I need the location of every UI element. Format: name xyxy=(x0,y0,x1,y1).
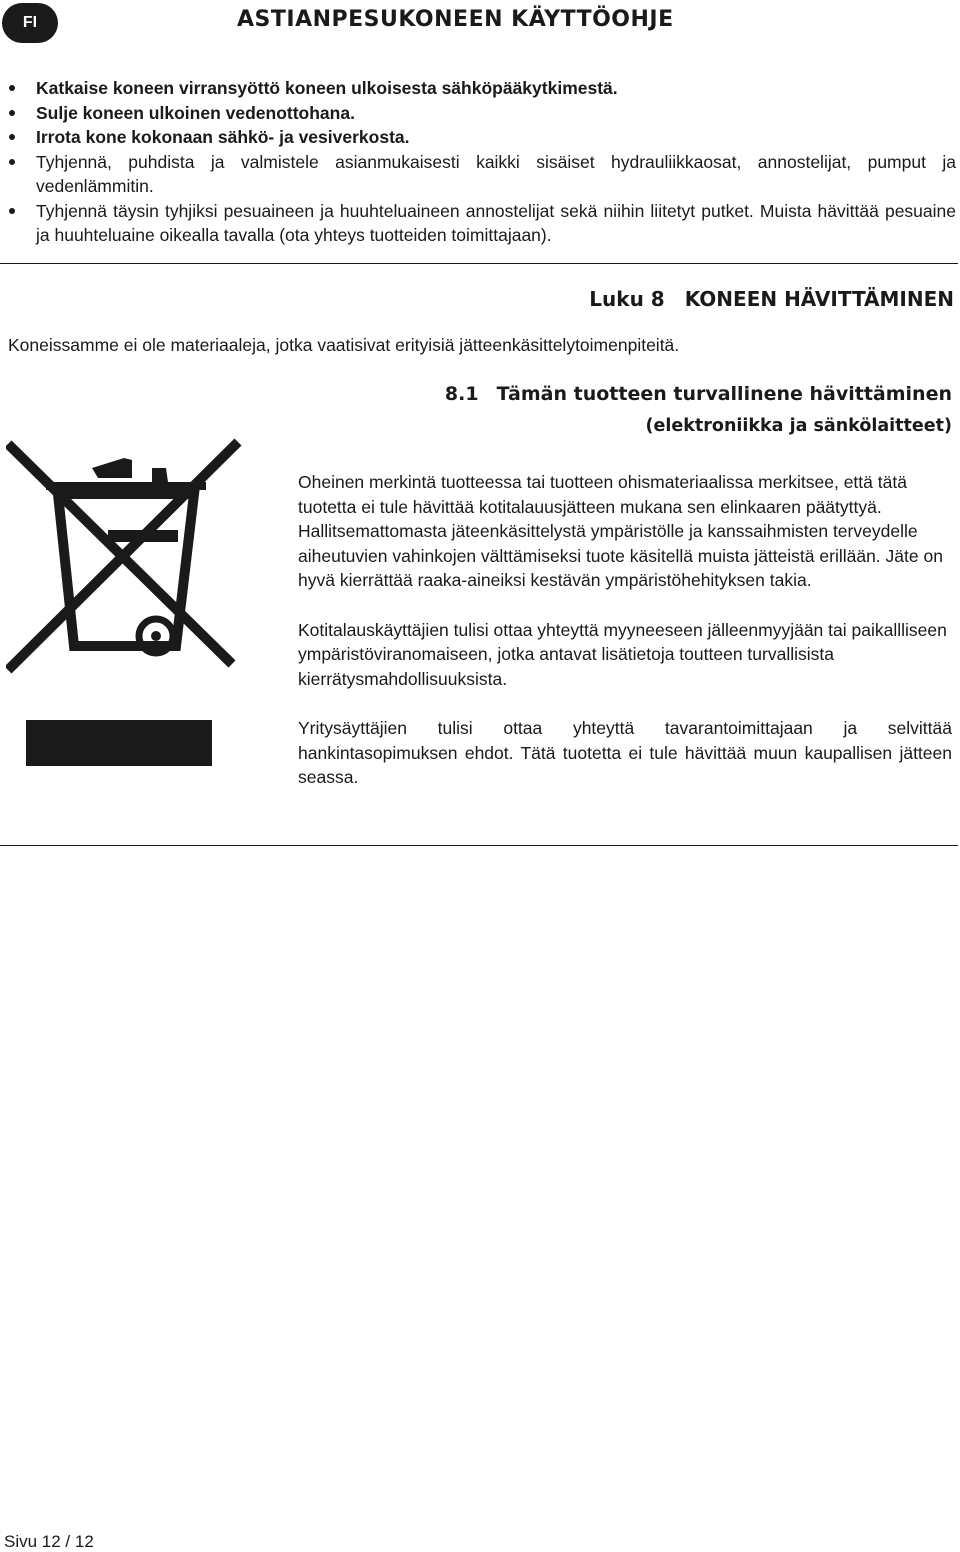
list-item: Irrota kone kokonaan sähkö- ja vesiverkosta. xyxy=(0,125,956,150)
list-item: Sulje koneen ulkoinen vedenottohana. xyxy=(0,101,956,126)
section-title: Tämän tuotteen turvallinene hävittäminen xyxy=(496,383,952,405)
bullet-icon xyxy=(9,208,15,214)
section-divider xyxy=(0,845,958,846)
chapter-heading xyxy=(589,287,954,311)
crossed-out-wheelie-bin-icon xyxy=(6,438,242,770)
list-item: Tyhjennä täysin tyhjiksi pesuaineen ja huuhteluaineen annostelijat sekä niihin liitetyt putket. Muista hävittää pesuaine ja huuhteluaine oikealla tavalla (ota yhteys tuotteiden toimittajaan). xyxy=(0,199,956,248)
chapter-title: KONEEN HÄVITTÄMINEN xyxy=(684,287,954,311)
disposal-text xyxy=(298,470,952,814)
bullet-icon xyxy=(9,159,15,165)
section-number: 8.1 xyxy=(444,383,479,405)
paragraph: Yritysäyttäjien tulisi ottaa yhteyttä tavarantoimittajaan ja selvittää hankintasopimuksen ehdot. Tätä tuotetta ei tule hävittää muun kaupallisen jätteen seassa. xyxy=(298,717,952,788)
language-badge: FI xyxy=(2,3,58,43)
section-divider xyxy=(0,263,958,264)
section-subtitle: (elektroniikka ja sänkölaitteet) xyxy=(645,416,952,436)
section-heading xyxy=(445,383,952,405)
document-title: ASTIANPESUKONEEN KÄYTTÖOHJE xyxy=(237,7,674,32)
bullet-icon xyxy=(9,134,15,140)
bullet-icon xyxy=(9,85,15,91)
paragraph: Kotitalauskäyttäjien tulisi ottaa yhteyttä myyneeseen jälleenmyyjään tai paikallliseen ympäristöviranomaiseen, jotka antavat lisätietoja toutteen turvallisista kierrätysmahdollisuuksista. xyxy=(298,619,947,689)
list-item: Tyhjennä, puhdista ja valmistele asianmukaisesti kaikki sisäiset hydrauliikkaosat, annostelijat, pumput ja vedenlämmitin. xyxy=(0,150,956,199)
shutdown-instructions-list xyxy=(0,76,956,248)
chapter-intro: Koneissamme ei ole materiaaleja, jotka vaatisivat erityisiä jätteenkäsittelytoimenpiteitä. xyxy=(8,335,680,355)
list-item: Katkaise koneen virransyöttö koneen ulkoisesta sähköpääkytkimestä. xyxy=(0,76,956,101)
paragraph: Oheinen merkintä tuotteessa tai tuotteen ohismateriaalissa merkitsee, että tätä tuotetta ei tule hävittää kotitalauusjätteen mukana sen elinkaaren päätyttyä. Hallitsemattomasta jäteenkäsittelystä ympäristölle ja kanssaihmisten terveydelle aiheutuvien vahinkojen välttämiseksi tuote käsitellä muista jätteistä erillään. Jäte on hyvä kierrättää raaka-aineiksi kestävän ympäristöhehityksen takia. xyxy=(298,472,943,591)
bullet-icon xyxy=(9,110,15,116)
page-number: Sivu 12 / 12 xyxy=(4,1532,94,1551)
chapter-number: Luku 8 xyxy=(589,287,665,311)
